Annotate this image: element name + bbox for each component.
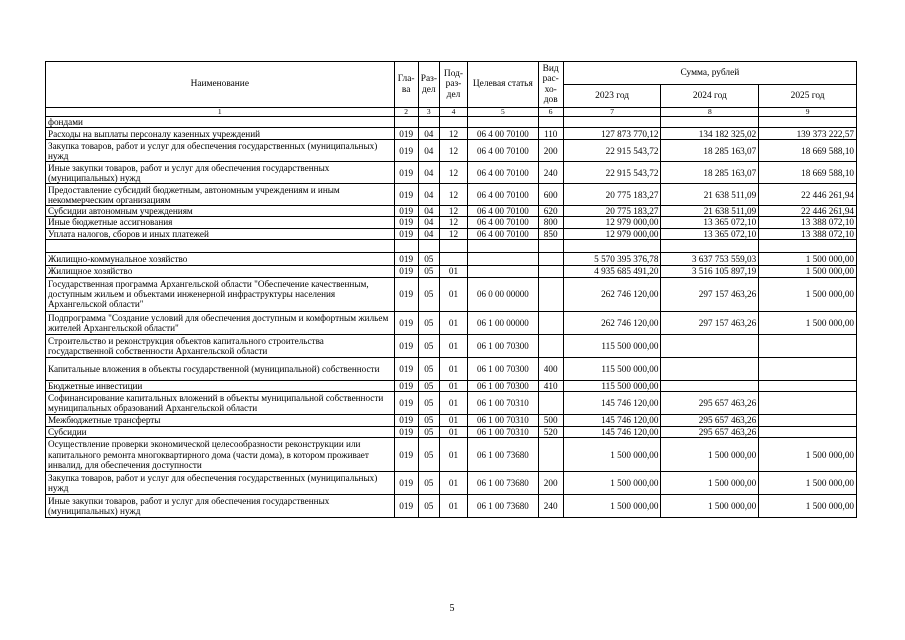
row-target-article: 06 4 00 70100 <box>468 184 539 206</box>
row-name: Межбюджетные трансферты <box>46 415 395 427</box>
row-target-article: 06 1 00 73680 <box>468 495 539 518</box>
row-sum-2024: 1 500 000,00 <box>661 438 759 472</box>
row-target-article: 06 1 00 73680 <box>468 438 539 472</box>
row-sum-2024: 295 657 463,26 <box>661 392 759 415</box>
row-sum-2024: 13 365 072,10 <box>661 228 759 239</box>
column-number: 2 <box>394 108 418 117</box>
row-chapter: 019 <box>394 184 418 206</box>
row-expense-type: 200 <box>538 472 563 495</box>
row-expense-type: 110 <box>538 128 563 140</box>
row-section: 05 <box>418 415 439 427</box>
header-year-2024: 2024 год <box>661 85 759 108</box>
row-expense-type: 520 <box>538 427 563 438</box>
row-section: 04 <box>418 128 439 140</box>
row-sum-2024 <box>661 117 759 128</box>
row-name: Закупка товаров, работ и услуг для обеспечения государственных (муниципальных) нужд <box>46 140 395 162</box>
budget-table <box>45 61 857 518</box>
row-name: Жилищное хозяйство <box>46 265 395 277</box>
row-chapter: 019 <box>394 206 418 217</box>
row-section: 05 <box>418 427 439 438</box>
column-number: 5 <box>468 108 539 117</box>
table-body <box>46 117 857 518</box>
row-sum-2024 <box>661 380 759 391</box>
header-name: Наименование <box>46 62 395 108</box>
row-sum-2025 <box>759 239 857 252</box>
row-subsection: 01 <box>439 334 467 357</box>
row-chapter: 019 <box>394 427 418 438</box>
row-section: 04 <box>418 206 439 217</box>
row-subsection: 12 <box>439 184 467 206</box>
row-subsection: 12 <box>439 228 467 239</box>
row-section: 05 <box>418 334 439 357</box>
row-sum-2023: 145 746 120,00 <box>563 392 661 415</box>
row-chapter: 019 <box>394 438 418 472</box>
row-subsection: 01 <box>439 392 467 415</box>
row-name: Жилищно-коммунальное хозяйство <box>46 252 395 265</box>
row-sum-2025: 18 669 588,10 <box>759 140 857 162</box>
row-sum-2024: 21 638 511,09 <box>661 206 759 217</box>
row-section: 05 <box>418 311 439 334</box>
row-sum-2023: 115 500 000,00 <box>563 380 661 391</box>
table-row <box>46 415 857 427</box>
row-sum-2025: 1 500 000,00 <box>759 277 857 311</box>
row-sum-2023: 262 746 120,00 <box>563 277 661 311</box>
row-target-article: 06 4 00 70100 <box>468 228 539 239</box>
row-sum-2024: 18 285 163,07 <box>661 140 759 162</box>
table-row <box>46 495 857 518</box>
row-name: Иные закупки товаров, работ и услуг для обеспечения государственных (муниципальных) нужд <box>46 495 395 518</box>
row-sum-2023: 12 979 000,00 <box>563 217 661 228</box>
row-sum-2025: 1 500 000,00 <box>759 495 857 518</box>
row-section: 05 <box>418 392 439 415</box>
header-target: Целевая статья <box>468 62 539 108</box>
row-sum-2024: 295 657 463,26 <box>661 427 759 438</box>
row-section: 04 <box>418 162 439 184</box>
row-expense-type: 620 <box>538 206 563 217</box>
header-year-2025: 2025 год <box>759 85 857 108</box>
table-row <box>46 140 857 162</box>
row-section <box>418 117 439 128</box>
row-target-article: 06 1 00 70310 <box>468 392 539 415</box>
row-sum-2023: 1 500 000,00 <box>563 438 661 472</box>
row-target-article: 06 1 00 70310 <box>468 415 539 427</box>
row-sum-2023: 145 746 120,00 <box>563 415 661 427</box>
row-chapter: 019 <box>394 334 418 357</box>
row-sum-2023: 1 500 000,00 <box>563 495 661 518</box>
row-expense-type: 500 <box>538 415 563 427</box>
page-number: 5 <box>449 603 455 614</box>
row-sum-2025: 1 500 000,00 <box>759 265 857 277</box>
row-subsection: 01 <box>439 380 467 391</box>
row-subsection: 01 <box>439 438 467 472</box>
row-section: 05 <box>418 380 439 391</box>
table-header <box>46 62 857 117</box>
row-target-article <box>468 265 539 277</box>
row-chapter <box>394 117 418 128</box>
row-name: Уплата налогов, сборов и иных платежей <box>46 228 395 239</box>
table-row <box>46 206 857 217</box>
column-number-row <box>46 108 857 117</box>
row-chapter: 019 <box>394 495 418 518</box>
row-expense-type: 410 <box>538 380 563 391</box>
table-row <box>46 239 857 252</box>
row-sum-2025: 13 388 072,10 <box>759 228 857 239</box>
row-sum-2023: 262 746 120,00 <box>563 311 661 334</box>
row-sum-2025: 139 373 222,57 <box>759 128 857 140</box>
row-expense-type <box>538 265 563 277</box>
table-row <box>46 217 857 228</box>
row-expense-type <box>538 334 563 357</box>
row-subsection: 01 <box>439 472 467 495</box>
row-sum-2025: 1 500 000,00 <box>759 311 857 334</box>
row-sum-2023: 127 873 770,12 <box>563 128 661 140</box>
row-name: фондами <box>46 117 395 128</box>
table-row <box>46 438 857 472</box>
row-chapter <box>394 239 418 252</box>
row-sum-2024 <box>661 334 759 357</box>
row-subsection: 01 <box>439 265 467 277</box>
table-row <box>46 277 857 311</box>
row-sum-2025: 1 500 000,00 <box>759 472 857 495</box>
row-sum-2023: 12 979 000,00 <box>563 228 661 239</box>
row-chapter: 019 <box>394 228 418 239</box>
row-sum-2024: 297 157 463,26 <box>661 277 759 311</box>
row-sum-2023: 115 500 000,00 <box>563 357 661 380</box>
column-number: 7 <box>563 108 661 117</box>
table-row <box>46 128 857 140</box>
row-sum-2024: 13 365 072,10 <box>661 217 759 228</box>
row-chapter: 019 <box>394 311 418 334</box>
row-target-article: 06 4 00 70100 <box>468 217 539 228</box>
row-expense-type <box>538 311 563 334</box>
table-row <box>46 184 857 206</box>
row-subsection: 01 <box>439 495 467 518</box>
table-row <box>46 392 857 415</box>
row-expense-type: 800 <box>538 217 563 228</box>
row-subsection: 01 <box>439 427 467 438</box>
row-expense-type: 240 <box>538 495 563 518</box>
table-row <box>46 252 857 265</box>
row-subsection: 01 <box>439 311 467 334</box>
row-expense-type: 200 <box>538 140 563 162</box>
row-target-article: 06 1 00 70300 <box>468 334 539 357</box>
row-target-article: 06 1 00 70310 <box>468 427 539 438</box>
header-year-2023: 2023 год <box>563 85 661 108</box>
row-name: Расходы на выплаты персоналу казенных учреждений <box>46 128 395 140</box>
row-expense-type <box>538 239 563 252</box>
column-number: 6 <box>538 108 563 117</box>
row-name: Софинансирование капитальных вложений в объекты муниципальной собственности муниципальных образований Архангельской области <box>46 392 395 415</box>
column-number: 3 <box>418 108 439 117</box>
row-sum-2023: 5 570 395 376,78 <box>563 252 661 265</box>
row-section: 05 <box>418 438 439 472</box>
table-row <box>46 311 857 334</box>
row-sum-2024: 3 637 753 559,03 <box>661 252 759 265</box>
row-subsection: 12 <box>439 206 467 217</box>
row-expense-type: 400 <box>538 357 563 380</box>
row-sum-2025 <box>759 117 857 128</box>
row-sum-2023: 1 500 000,00 <box>563 472 661 495</box>
row-subsection: 12 <box>439 140 467 162</box>
row-subsection <box>439 239 467 252</box>
row-name: Закупка товаров, работ и услуг для обеспечения государственных (муниципальных) нужд <box>46 472 395 495</box>
row-sum-2025: 22 446 261,94 <box>759 206 857 217</box>
row-chapter: 019 <box>394 162 418 184</box>
row-expense-type <box>538 277 563 311</box>
header-expense-type: Вид рас-хо-дов <box>538 62 563 108</box>
row-section: 05 <box>418 357 439 380</box>
row-sum-2023 <box>563 239 661 252</box>
row-name: Иные бюджетные ассигнования <box>46 217 395 228</box>
row-chapter: 019 <box>394 128 418 140</box>
row-chapter: 019 <box>394 140 418 162</box>
row-name: Строительство и реконструкция объектов капитального строительства государственной собственности Архангельской области <box>46 334 395 357</box>
row-subsection: 01 <box>439 277 467 311</box>
row-sum-2025: 1 500 000,00 <box>759 252 857 265</box>
row-expense-type <box>538 438 563 472</box>
row-section: 04 <box>418 228 439 239</box>
row-sum-2024: 1 500 000,00 <box>661 495 759 518</box>
row-target-article <box>468 252 539 265</box>
row-sum-2024: 1 500 000,00 <box>661 472 759 495</box>
table-row <box>46 380 857 391</box>
table-row <box>46 334 857 357</box>
row-sum-2025 <box>759 334 857 357</box>
row-sum-2023 <box>563 117 661 128</box>
row-name <box>46 239 395 252</box>
row-name: Капитальные вложения в объекты государственной (муниципальной) собственности <box>46 357 395 380</box>
row-subsection: 01 <box>439 415 467 427</box>
column-number: 4 <box>439 108 467 117</box>
row-chapter: 019 <box>394 392 418 415</box>
row-section: 04 <box>418 217 439 228</box>
row-sum-2025: 1 500 000,00 <box>759 438 857 472</box>
row-expense-type <box>538 252 563 265</box>
row-target-article: 06 0 00 00000 <box>468 277 539 311</box>
table-row <box>46 117 857 128</box>
row-name: Предоставление субсидий бюджетным, автономным учреждениям и иным некоммерческим организациям <box>46 184 395 206</box>
table-row <box>46 357 857 380</box>
row-chapter: 019 <box>394 415 418 427</box>
row-target-article <box>468 239 539 252</box>
row-section: 05 <box>418 265 439 277</box>
header-section: Раз-дел <box>418 62 439 108</box>
row-subsection <box>439 117 467 128</box>
row-sum-2024 <box>661 239 759 252</box>
table-row <box>46 228 857 239</box>
row-sum-2023: 4 935 685 491,20 <box>563 265 661 277</box>
column-number: 1 <box>46 108 395 117</box>
row-section: 04 <box>418 184 439 206</box>
row-target-article: 06 1 00 70300 <box>468 380 539 391</box>
row-subsection <box>439 252 467 265</box>
row-chapter: 019 <box>394 357 418 380</box>
row-target-article: 06 4 00 70100 <box>468 128 539 140</box>
row-sum-2024: 295 657 463,26 <box>661 415 759 427</box>
row-target-article: 06 1 00 00000 <box>468 311 539 334</box>
row-subsection: 12 <box>439 217 467 228</box>
row-sum-2024: 18 285 163,07 <box>661 162 759 184</box>
row-sum-2023: 22 915 543,72 <box>563 140 661 162</box>
row-sum-2024: 134 182 325,02 <box>661 128 759 140</box>
row-expense-type <box>538 392 563 415</box>
row-sum-2023: 22 915 543,72 <box>563 162 661 184</box>
row-sum-2024: 3 516 105 897,19 <box>661 265 759 277</box>
row-sum-2023: 20 775 183,27 <box>563 184 661 206</box>
row-sum-2025: 22 446 261,94 <box>759 184 857 206</box>
row-expense-type <box>538 117 563 128</box>
row-chapter: 019 <box>394 217 418 228</box>
table-row <box>46 162 857 184</box>
row-chapter: 019 <box>394 380 418 391</box>
row-section: 05 <box>418 472 439 495</box>
row-sum-2024: 297 157 463,26 <box>661 311 759 334</box>
table-row <box>46 472 857 495</box>
row-name: Субсидии автономным учреждениям <box>46 206 395 217</box>
row-sum-2023: 145 746 120,00 <box>563 427 661 438</box>
column-number: 9 <box>759 108 857 117</box>
row-expense-type: 850 <box>538 228 563 239</box>
row-sum-2023: 115 500 000,00 <box>563 334 661 357</box>
header-chapter: Гла-ва <box>394 62 418 108</box>
row-expense-type: 600 <box>538 184 563 206</box>
row-name: Бюджетные инвестиции <box>46 380 395 391</box>
row-chapter: 019 <box>394 472 418 495</box>
row-sum-2025 <box>759 392 857 415</box>
header-sum: Сумма, рублей <box>563 62 856 85</box>
row-section: 04 <box>418 140 439 162</box>
row-name: Государственная программа Архангельской области "Обеспечение качественным, доступным жильем и объектами инженерной инфраструктуры населения Архангельской области" <box>46 277 395 311</box>
row-section: 05 <box>418 495 439 518</box>
row-sum-2025: 18 669 588,10 <box>759 162 857 184</box>
row-sum-2025 <box>759 380 857 391</box>
row-section: 05 <box>418 277 439 311</box>
row-section: 05 <box>418 252 439 265</box>
row-target-article: 06 4 00 70100 <box>468 140 539 162</box>
row-target-article: 06 4 00 70100 <box>468 162 539 184</box>
header-subsection: Под-раз-дел <box>439 62 467 108</box>
row-sum-2024: 21 638 511,09 <box>661 184 759 206</box>
row-sum-2025: 13 388 072,10 <box>759 217 857 228</box>
row-subsection: 12 <box>439 162 467 184</box>
row-name: Осуществление проверки экономической целесообразности реконструкции или капитального ремонта многоквартирного дома (части дома), в котором проживает инвалид, для обеспечения доступности <box>46 438 395 472</box>
row-name: Субсидии <box>46 427 395 438</box>
row-chapter: 019 <box>394 265 418 277</box>
row-expense-type: 240 <box>538 162 563 184</box>
row-sum-2025 <box>759 357 857 380</box>
row-name: Иные закупки товаров, работ и услуг для обеспечения государственных (муниципальных) нужд <box>46 162 395 184</box>
row-name: Подпрограмма "Создание условий для обеспечения доступным и комфортным жильем жителей Архангельской области" <box>46 311 395 334</box>
column-number: 8 <box>661 108 759 117</box>
row-section <box>418 239 439 252</box>
row-sum-2025 <box>759 415 857 427</box>
table-row <box>46 265 857 277</box>
row-sum-2024 <box>661 357 759 380</box>
row-target-article: 06 4 00 70100 <box>468 206 539 217</box>
row-sum-2025 <box>759 427 857 438</box>
row-subsection: 12 <box>439 128 467 140</box>
row-target-article: 06 1 00 73680 <box>468 472 539 495</box>
row-subsection: 01 <box>439 357 467 380</box>
row-target-article <box>468 117 539 128</box>
row-chapter: 019 <box>394 277 418 311</box>
row-target-article: 06 1 00 70300 <box>468 357 539 380</box>
row-chapter: 019 <box>394 252 418 265</box>
row-sum-2023: 20 775 183,27 <box>563 206 661 217</box>
table-row <box>46 427 857 438</box>
